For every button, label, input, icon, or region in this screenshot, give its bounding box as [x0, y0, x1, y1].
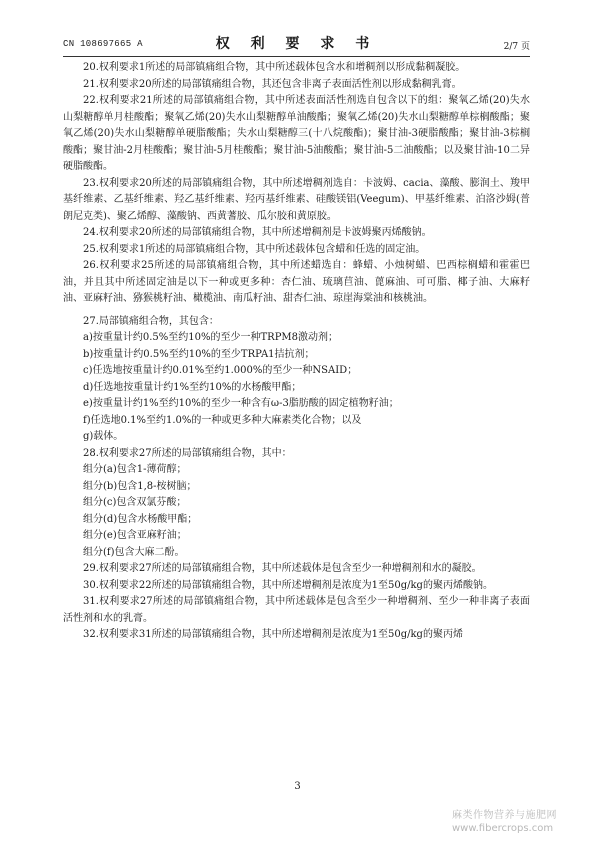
publication-number: CN 108697665 A: [63, 39, 143, 49]
claim-paragraph: 28.权利要求27所述的局部镇痛组合物，其中：: [83, 447, 292, 459]
claim-paragraph: 25.权利要求1所述的局部镇痛组合物，其中所述载体包含蜡和任选的固定油。: [83, 243, 426, 255]
claim-item: f)任选地0.1%至约1.0%的一种或更多种大麻素类化合物；以及: [83, 414, 362, 426]
claim-paragraph: 20.权利要求1所述的局部镇痛组合物，其中所述载体包含水和增稠剂以形成黏稠凝胶。: [83, 62, 466, 73]
claim-item: c)任选地按重量计约0.01%至约1.000%的至少一种NSAID；: [83, 365, 358, 376]
document-title: 权 利 要 求 书: [215, 36, 378, 52]
claim-item: d)任选地按重量计约1%至约10%的水杨酸甲酯；: [83, 381, 302, 393]
claims-body: [63, 60, 530, 644]
claim-paragraph: 30.权利要求22所述的局部镇痛组合物，其中所述增稠剂是浓度为1至50g/kg的聚丙烯酸钠。: [83, 579, 493, 591]
claim-item: a)按重量计约0.5%至约10%的至少一种TRPM8激动剂；: [83, 332, 339, 343]
watermark-url: www.fibercrops.com: [452, 823, 554, 834]
site-watermark: [452, 806, 592, 834]
claim-item: 组分(d)包含水杨酸甲酯；: [83, 513, 198, 525]
claim-paragraph: 22.权利要求21所述的局部镇痛组合物，其中所述表面活性剂选自包含以下的组：聚氧乙烯(20)失水山梨糖醇单月桂酸酯；聚氧乙烯(20)失水山梨糖醇单油酸酯；聚氧乙烯(20)失水山梨糖醇单棕榈酸酯；聚氧乙烯(20)失水山梨糖醇单硬脂酸酯；失水山梨糖醇三(十八烷酸酯)；聚甘油-3硬脂酸酯；聚甘油-3棕榈酸酯；聚甘油-2月桂酸酯；聚甘油-5月桂酸酯；聚甘油-5油酸酯；聚甘油-5二油酸酯；以及聚甘油-10二异硬脂酸酯。: [63, 95, 530, 172]
claim-item: b)按重量计约0.5%至约10%的至少TRPA1拮抗剂；: [83, 348, 315, 360]
page-indicator: 2/7 页: [503, 42, 530, 52]
claim-item: 组分(f)包含大麻二酚。: [83, 546, 185, 558]
claim-item: 组分(a)包含1-薄荷醇；: [83, 464, 187, 475]
header-rule: [63, 56, 530, 57]
claim-paragraph: 26.权利要求25所述的局部镇痛组合物，其中所述蜡选自：蜂蜡、小烛树蜡、巴西棕榈蜡和霍霍巴油，并且其中所述固定油是以下一种或更多种：杏仁油、琉璃苣油、蓖麻油、可可脂、椰子油、大麻籽油、亚麻籽油、猕猴桃籽油、橄榄油、南瓜籽油、甜杏仁油、琼崖海棠油和核桃油。: [63, 260, 530, 304]
claim-item: e)按重量计约1%至约10%的至少一种含有ω-3脂肪酸的固定植物籽油；: [83, 398, 399, 409]
claim-paragraph: 32.权利要求31所述的局部镇痛组合物，其中所述增稠剂是浓度为1至50g/kg的聚丙烯: [83, 629, 463, 640]
claim-paragraph: 24.权利要求20所述的局部镇痛组合物，其中所述增稠剂是卡波姆聚丙烯酸钠。: [83, 227, 432, 238]
page-header: [63, 31, 530, 53]
claim-item: 组分(e)包含亚麻籽油；: [83, 530, 187, 541]
claim-paragraph: 21.权利要求20所述的局部镇痛组合物，其还包含非离子表面活性剂以形成黏稠乳膏。: [83, 78, 462, 90]
claim-item: 组分(c)包含双氯芬酸；: [83, 497, 187, 508]
claim-item: 组分(b)包含1,8-桉树脑；: [83, 480, 197, 492]
watermark-site-name: 麻类作物营养与施肥网: [452, 810, 557, 821]
claim-paragraph: 27.局部镇痛组合物，其包含：: [83, 315, 219, 327]
claim-paragraph: 31.权利要求27所述的局部镇痛组合物，其中所述载体是包含至少一种增稠剂、至少一种非离子表面活性剂和水的乳膏。: [63, 596, 530, 624]
claim-paragraph: 23.权利要求20所述的局部镇痛组合物，其中所述增稠剂选自：卡波姆、cacia、藻酸、膨润土、羧甲基纤维素、乙基纤维素、羟乙基纤维素、羟丙基纤维素、硅酸镁铝(Veegum)、甲基纤维素、泊洛沙姆(普朗尼克类)、聚乙烯醇、藻酸钠、西黄蓍胶、瓜尔胶和黄原胶。: [63, 177, 530, 222]
page-number: 3: [294, 781, 301, 792]
claim-item: g)载体。: [83, 431, 124, 442]
claim-paragraph: 29.权利要求27所述的局部镇痛组合物，其中所述载体是包含至少一种增稠剂和水的凝胶。: [83, 563, 482, 574]
